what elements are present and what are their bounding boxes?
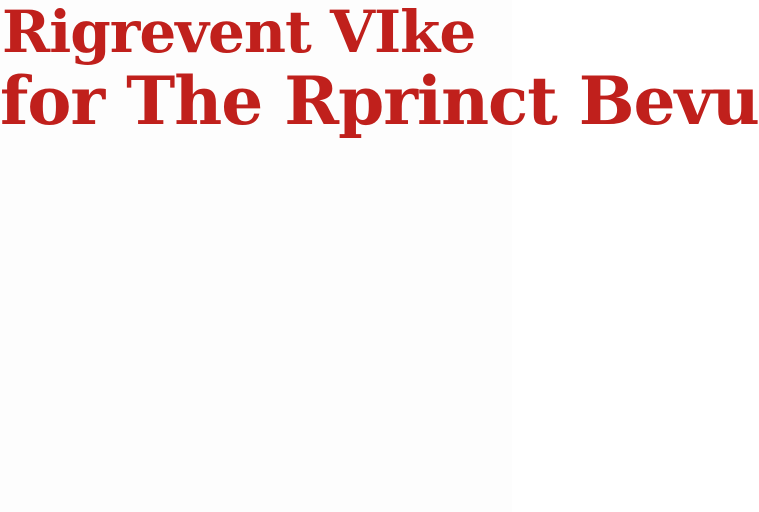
headline-line-1: Rigrevent VIke (2, 0, 476, 66)
body-text-block (0, 134, 506, 508)
headline-line-2: for The Rprinct Bevu (0, 62, 759, 140)
